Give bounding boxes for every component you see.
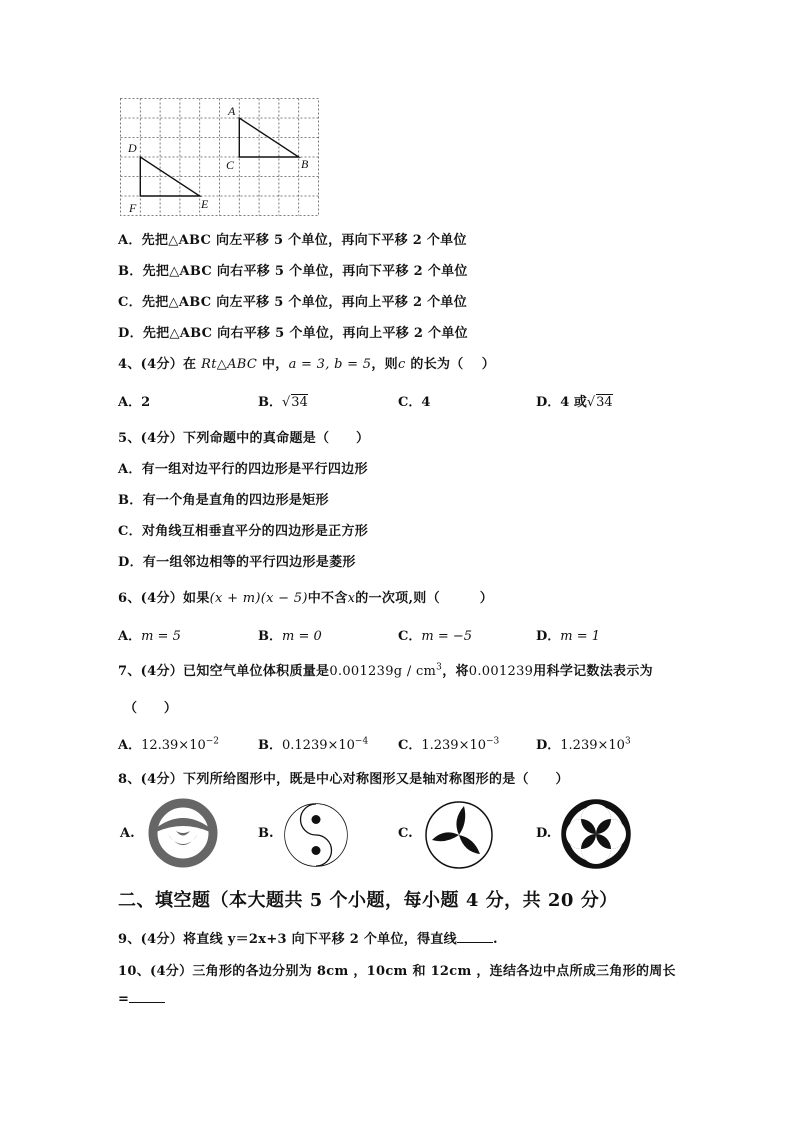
section-heading: 二、填空题（本大题共 5 个小题，每小题 4 分，共 20 分） [118, 890, 618, 911]
q7-option-c: C．$1.239\times 10^{-3}$ [398, 736, 500, 753]
q8-label-c: C. [398, 826, 413, 841]
q7-option-d: D．$1.239\times 10^3$ [536, 736, 631, 753]
ring-emblem-icon [148, 798, 218, 868]
q10-stem: 10、(4分）三角形的各边分别为 8cm ，10cm 和 12cm ，连结各边中点所成三角形的周长 [118, 964, 676, 979]
q3-option-a: A．先把△ABC 向左平移 5 个单位，再向下平移 2 个单位 [118, 233, 467, 248]
q8-label-a: A. [120, 826, 135, 841]
q8-stem: 8、(4分）下列所给图形中，既是中心对称图形又是轴对称图形的是（ ） [118, 772, 569, 787]
q4-option-b: B．√34 [258, 395, 308, 410]
q5-option-a: A．有一组对边平行的四边形是平行四边形 [118, 462, 368, 477]
q6-option-c: C．m = −5 [398, 629, 473, 644]
q5-option-c: C．对角线互相垂直平分的四边形是正方形 [118, 524, 369, 539]
q6-option-d: D．m = 1 [536, 629, 601, 644]
label-f: F [129, 201, 137, 215]
label-b: B [301, 157, 309, 171]
q6-option-a: A．m = 5 [118, 629, 181, 644]
q5-option-b: B．有一个角是直角的四边形是矩形 [118, 493, 329, 508]
yin-yang-icon [283, 802, 349, 868]
q8-label-b: B. [258, 826, 274, 841]
q4-option-c: C．4 [398, 395, 431, 410]
q4-stem: 4、(4分）在 Rt△ABC 中，a = 3, b = 5，则c 的长为（ ） [118, 357, 496, 372]
q7-stem: 7、(4分）已知空气单位体积质量是$0.001239g / cm^3$，将0.001239用科学记数法表示为 [118, 662, 653, 679]
q7-paren: （ ） [124, 701, 178, 716]
q3-option-c: C．先把△ABC 向左平移 5 个单位，再向上平移 2 个单位 [118, 295, 468, 310]
three-petal-icon [424, 800, 494, 870]
q6-stem: 6、(4分）如果(x + m)(x − 5)中不含x的一次项,则（ ） [118, 591, 494, 606]
label-d: D [128, 141, 137, 155]
q5-option-d: D．有一组邻边相等的平行四边形是菱形 [118, 555, 356, 570]
q3-option-b: B．先把△ABC 向右平移 5 个单位，再向下平移 2 个单位 [118, 264, 468, 279]
q5-stem: 5、(4分）下列命题中的真命题是（ ） [118, 431, 370, 446]
label-e: E [201, 197, 209, 211]
q7-option-a: A．$12.39\times 10^{-2}$ [118, 736, 220, 753]
q8-label-d: D. [536, 826, 552, 841]
q9-stem: 9、(4分）将直线 y＝2x+3 向下平移 2 个单位，得直线 . [118, 932, 498, 947]
q9-answer-blank[interactable] [457, 930, 493, 943]
q3-option-d: D．先把△ABC 向右平移 5 个单位，再向上平移 2 个单位 [118, 326, 468, 341]
q4-option-d: D．4 或√34 [536, 395, 613, 410]
four-petal-circle-icon [560, 798, 632, 870]
q7-option-b: B．$0.1239\times 10^{-4}$ [258, 736, 369, 753]
q6-option-b: B．m = 0 [258, 629, 322, 644]
translation-grid-figure [118, 96, 324, 220]
label-c: C [226, 158, 235, 172]
q4-option-a: A．2 [118, 395, 151, 410]
q10-answer-blank[interactable] [129, 990, 165, 1003]
q10-line2: = [118, 990, 165, 1007]
label-a: A [228, 104, 236, 118]
